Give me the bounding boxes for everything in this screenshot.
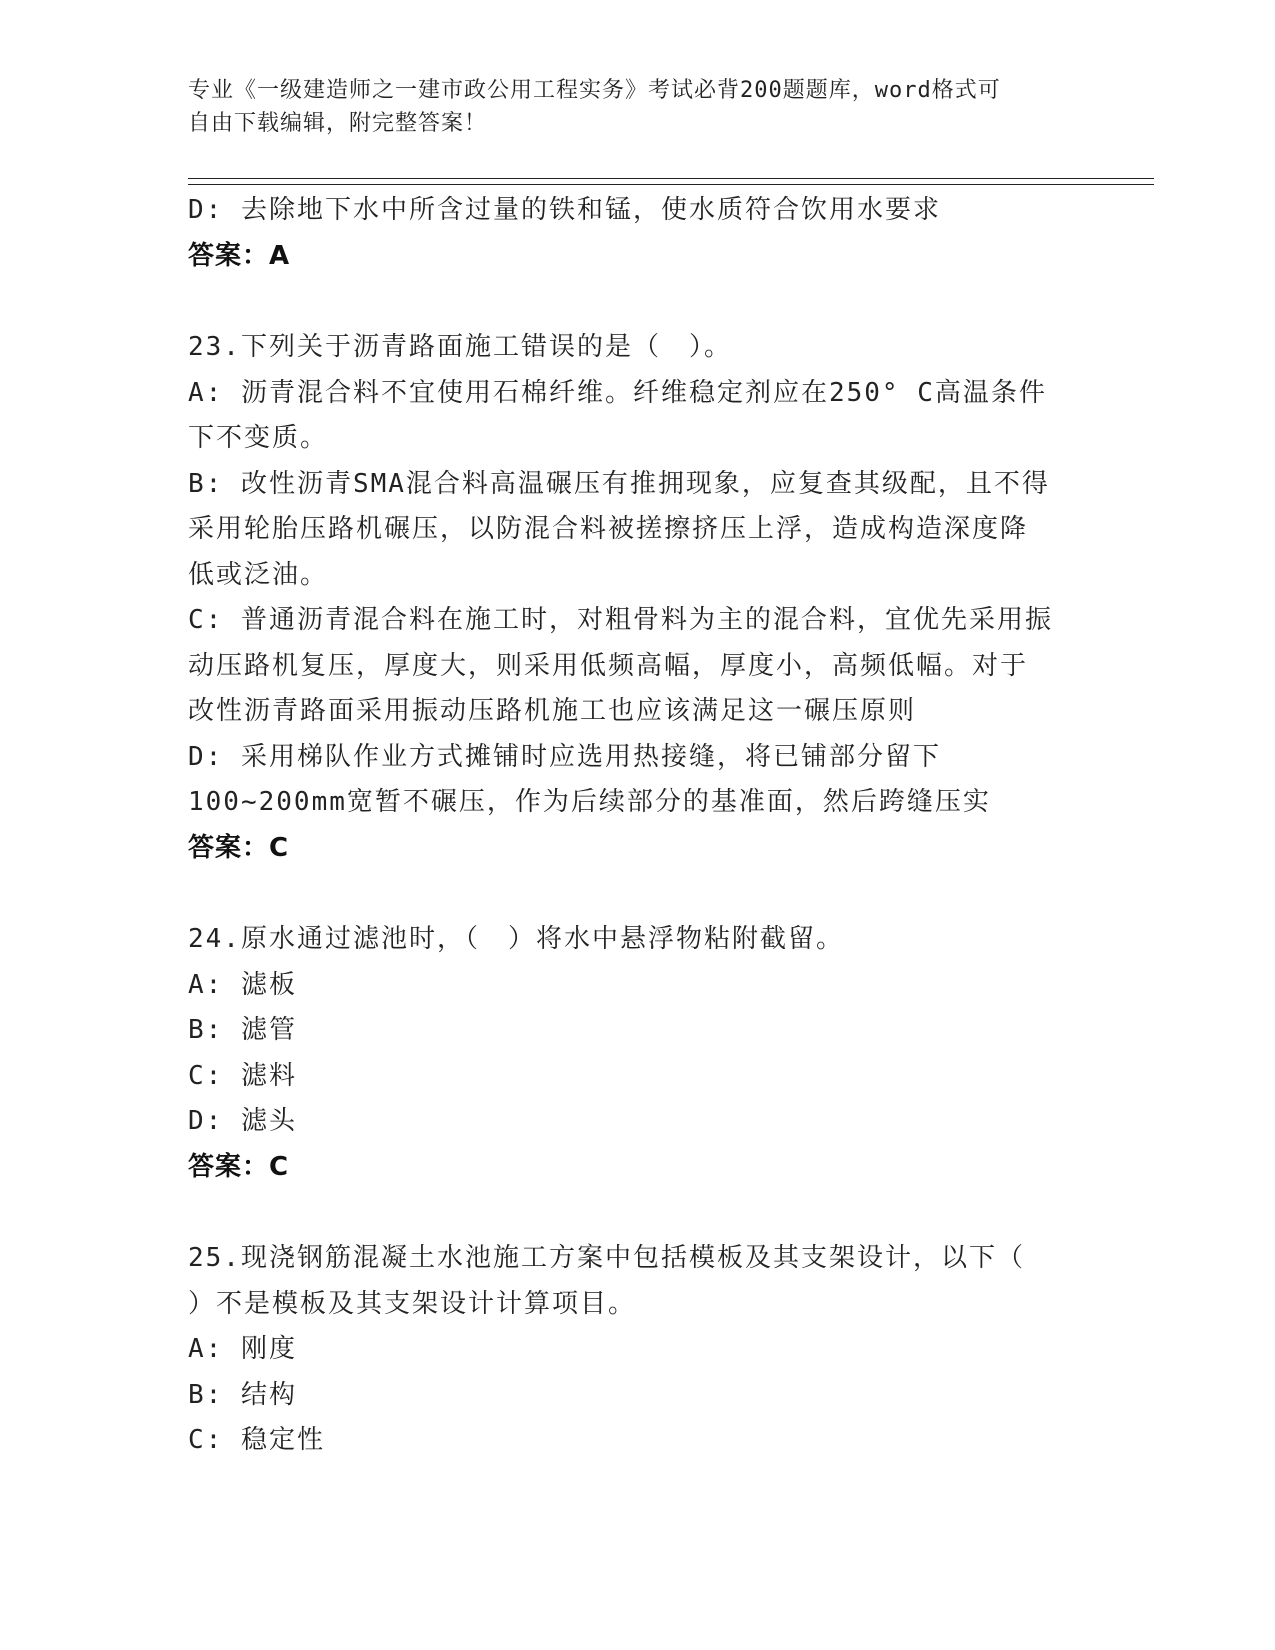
- option-b: B: 结构: [188, 1379, 297, 1410]
- option-c: 动压路机复压，厚度大，则采用低频高幅，厚度小，高频低幅。对于: [188, 650, 1029, 681]
- option-a: A: 滤板: [188, 969, 297, 1000]
- spacer: [188, 279, 1088, 325]
- option-a: A: 刚度: [188, 1334, 297, 1364]
- option-b: B: 改性沥青SMA混合料高温碾压有推拥现象，应复查其级配，且不得: [188, 468, 1050, 499]
- answer-line: 答案：C: [188, 1151, 290, 1182]
- header-line: 专业《一级建造师之一建市政公用工程实务》考试必背200题题库，word格式可: [188, 78, 1001, 103]
- spacer: [188, 1190, 1088, 1236]
- option-c: C: 普通沥青混合料在施工时，对粗骨料为主的混合料，宜优先采用振: [188, 605, 1053, 635]
- option-b: B: 滤管: [188, 1015, 297, 1045]
- header-divider: [188, 184, 1154, 185]
- option-d: D: 滤头: [188, 1106, 297, 1136]
- document-header: [188, 74, 1088, 140]
- header-line: 自由下载编辑，附完整答案！: [188, 111, 488, 136]
- option-d: 100~200mm宽暂不碾压，作为后续部分的基准面，然后跨缝压实: [188, 787, 991, 817]
- option-a: 下不变质。: [188, 423, 329, 453]
- option-c: 改性沥青路面采用振动压路机施工也应该满足这一碾压原则: [188, 696, 917, 726]
- option-c: C: 稳定性: [188, 1425, 325, 1455]
- answer-line: 答案：C: [188, 832, 290, 863]
- question-stem: 25.现浇钢筋混凝土水池施工方案中包括模板及其支架设计，以下（: [188, 1243, 1025, 1273]
- option-d: D: 采用梯队作业方式摊铺时应选用热接缝，将已铺部分留下: [188, 741, 941, 772]
- option-a: A: 沥青混合料不宜使用石棉纤维。纤维稳定剂应在250° C高温条件: [188, 377, 1047, 408]
- option-b: 采用轮胎压路机碾压，以防混合料被搓擦挤压上浮，造成构造深度降: [188, 514, 1029, 544]
- option-b: 低或泛油。: [188, 559, 329, 590]
- question-stem: ）不是模板及其支架设计计算项目。: [188, 1288, 637, 1319]
- question-stem: 23.下列关于沥青路面施工错误的是（ ）。: [188, 332, 732, 362]
- answer-line: 答案：A: [188, 240, 291, 271]
- question-content: [188, 188, 1088, 1464]
- spacer: [188, 871, 1088, 917]
- question-stem: 24.原水通过滤池时，（ ）将水中悬浮物粘附截留。: [188, 924, 844, 954]
- option-d: D: 去除地下水中所含过量的铁和锰，使水质符合饮用水要求: [188, 195, 941, 225]
- option-c: C: 滤料: [188, 1060, 297, 1091]
- header-divider: [188, 178, 1154, 179]
